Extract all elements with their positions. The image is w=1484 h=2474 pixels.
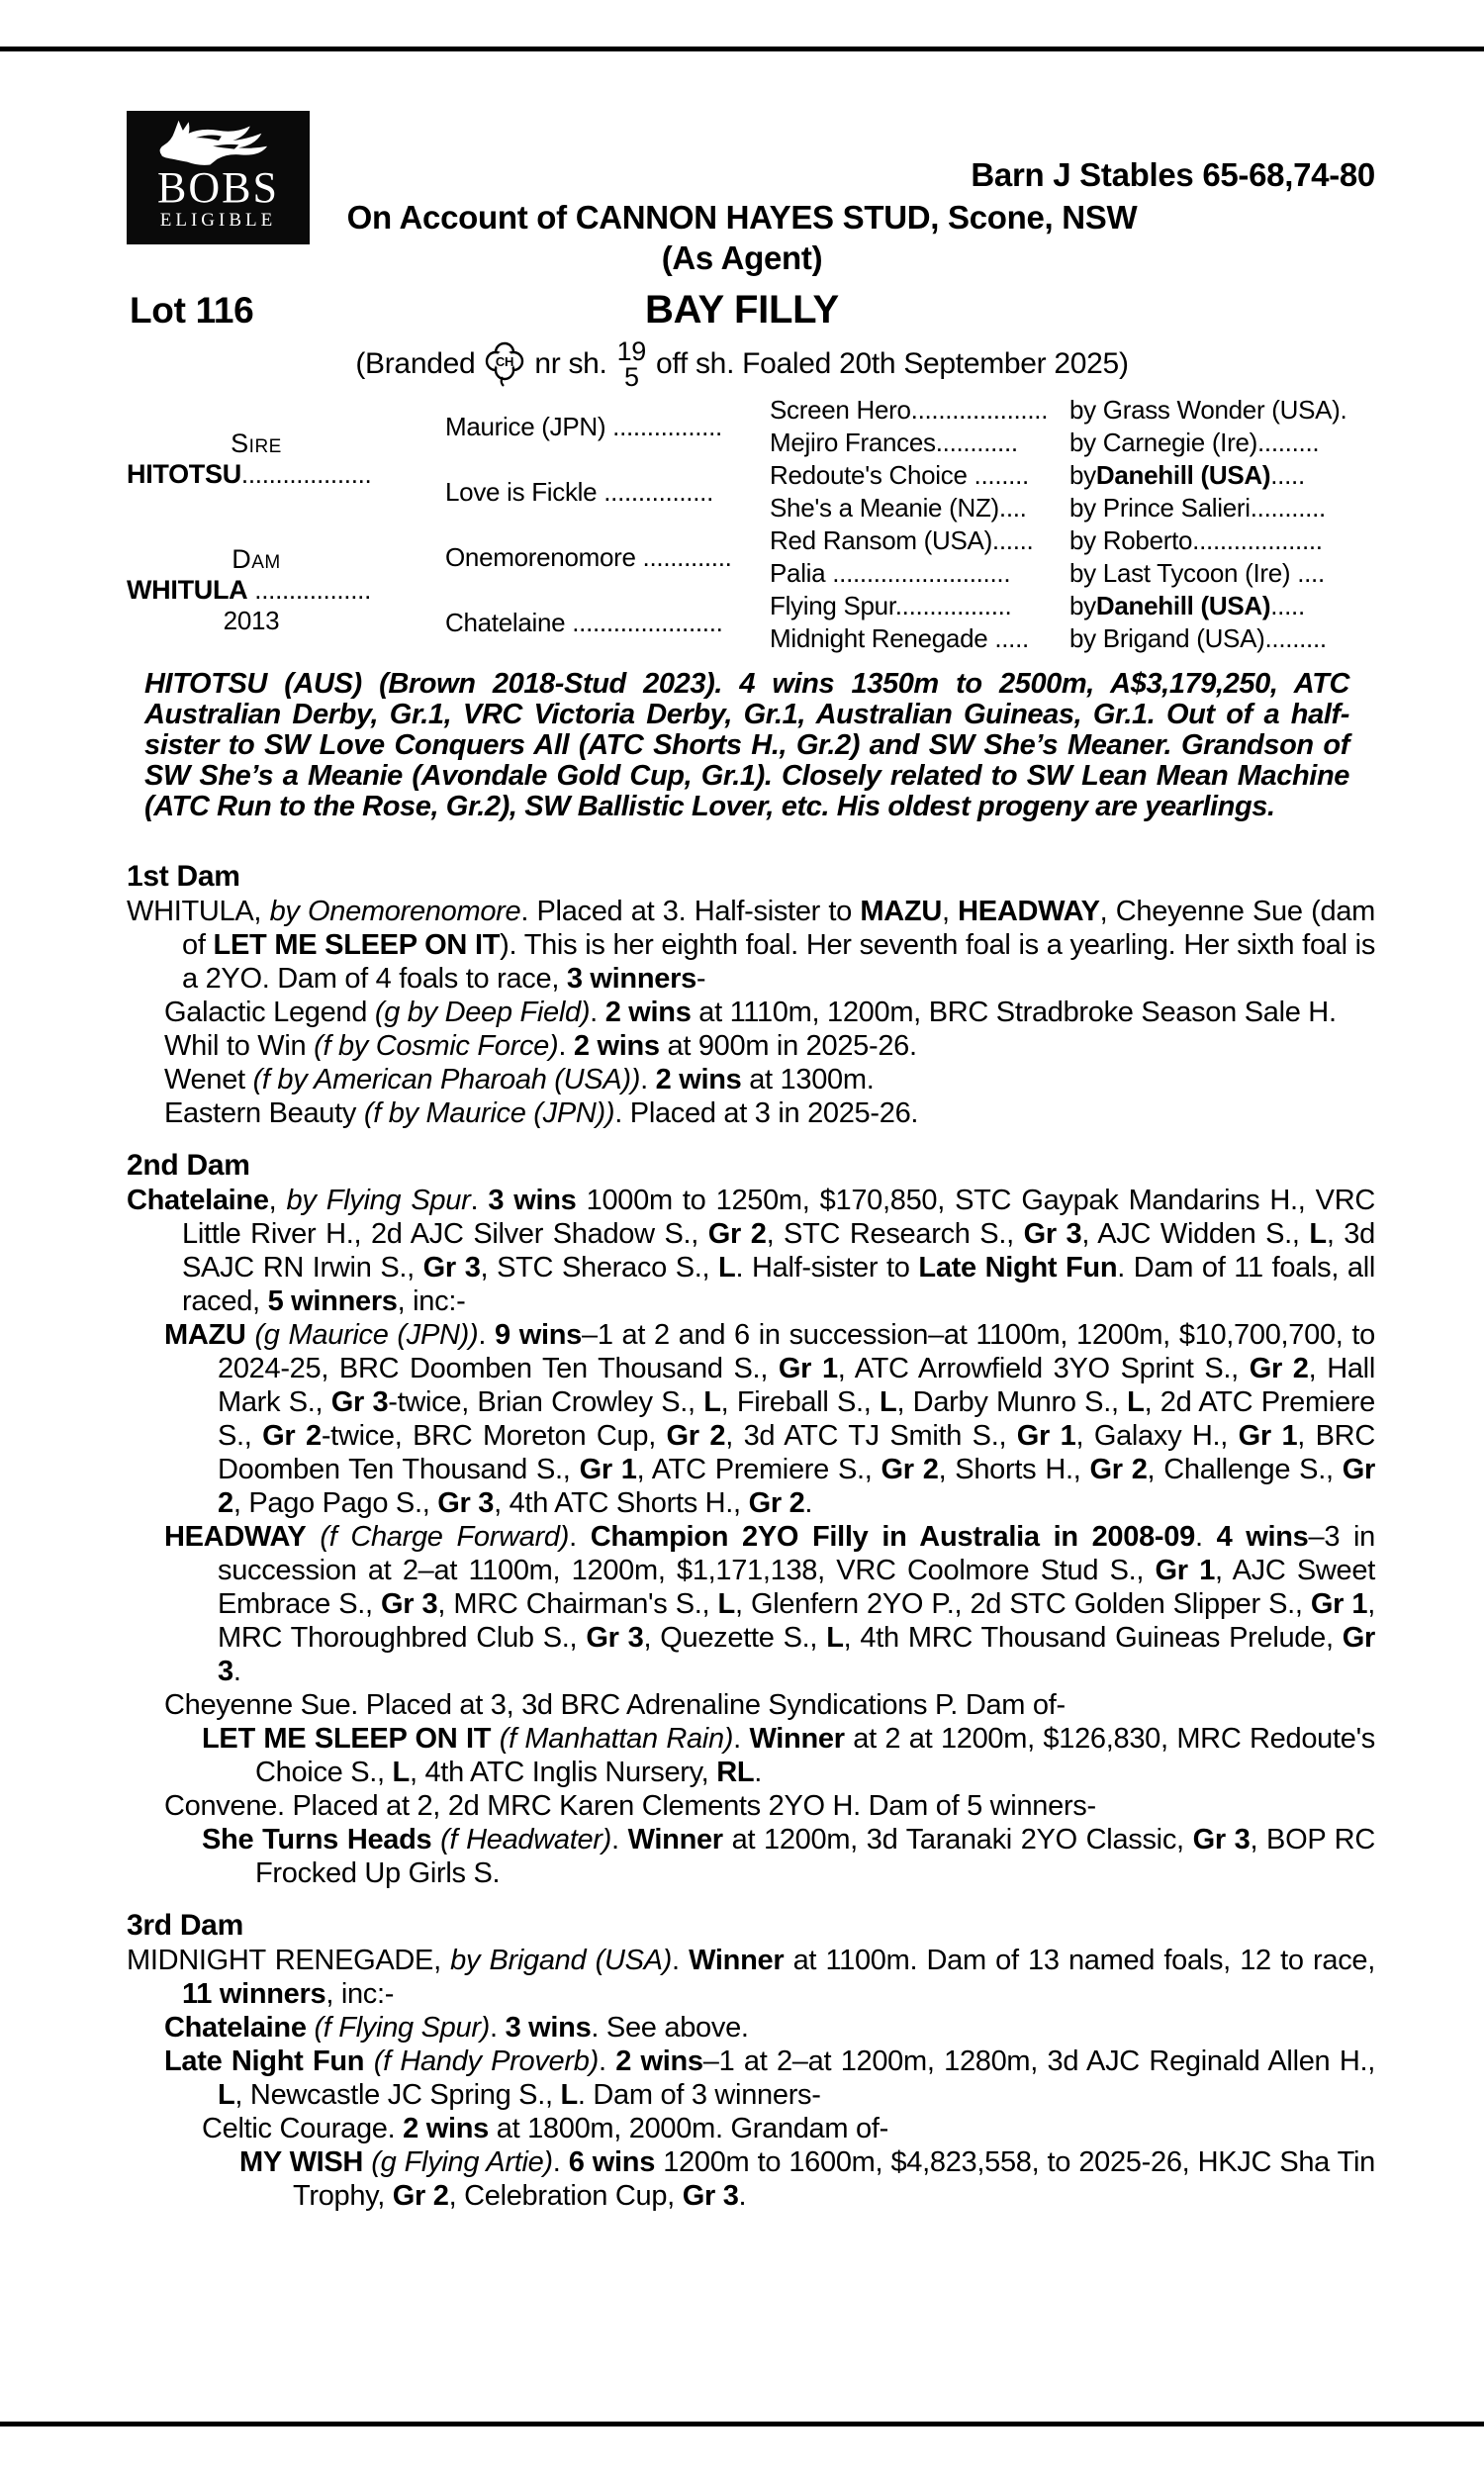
- brand-number-bottom: 5: [623, 362, 639, 392]
- pedigree-ancestor: Midnight Renegade .....: [770, 623, 1029, 653]
- dam-paragraph: Chatelaine, by Flying Spur. 3 wins 1000m to 1250m, $170,850, STC Gaypak Mandarins H., VRC Little River H., 2d AJC Silver Shadow S., Gr 2, STC Research S., Gr 3, AJC Widden S., L, 3d SAJC RN Irwin S., Gr 3, STC Sheraco S., L. Half-sister to Late Night Fun. Dam of 11 foals, all raced, 5 winners, inc:-: [127, 1185, 1376, 1317]
- foal-paragraph: Cheyenne Sue. Placed at 3, 3d BRC Adrenaline Syndications P. Dam of-: [164, 1689, 1066, 1721]
- pedigree-ancestor-sire: by Roberto...................: [1069, 525, 1323, 555]
- dam-label: Dam: [232, 543, 281, 574]
- section-heading-2nd-dam: 2nd Dam: [127, 1149, 250, 1182]
- bobs-eligible-text: ELIGIBLE: [159, 210, 277, 231]
- pedigree-grandsire: Onemorenomore .............: [445, 541, 732, 572]
- section-heading-1st-dam: 1st Dam: [127, 860, 240, 893]
- brand-numbers: [617, 338, 646, 390]
- pedigree-ancestor: Mejiro Frances............: [770, 428, 1018, 457]
- foal-paragraph: Celtic Courage. 2 wins at 1800m, 2000m. Grandam of-: [202, 2113, 888, 2144]
- pedigree-ancestor: She's a Meanie (NZ)....: [770, 493, 1027, 523]
- foal-paragraph: Whil to Win (f by Cosmic Force). 2 wins at 900m in 2025-26.: [164, 1030, 917, 1062]
- bottom-rule: [0, 2422, 1484, 2426]
- sire-name: HITOTSU...................: [127, 459, 372, 489]
- foal-paragraph: Galactic Legend (g by Deep Field). 2 wins at 1110m, 1200m, BRC Stradbroke Season Sale H.: [164, 997, 1337, 1028]
- pedigree-ancestor-sire: by Danehill (USA) .....: [1069, 460, 1305, 490]
- brand-prefix: (Branded: [355, 347, 476, 380]
- foal-paragraph: Chatelaine (f Flying Spur). 3 wins. See above.: [164, 2012, 749, 2044]
- dam-name: WHITULA .................: [127, 574, 372, 605]
- foal-paragraph: Convene. Placed at 2, 2d MRC Karen Clements 2YO H. Dam of 5 winners-: [164, 1790, 1096, 1822]
- brand-number-top: 19: [616, 336, 647, 366]
- pedigree-grandsire: Maurice (JPN) ................: [445, 411, 722, 441]
- foal-paragraph: Eastern Beauty (f by Maurice (JPN)). Placed at 3 in 2025-26.: [164, 1097, 919, 1129]
- pedigree-granddam: Chatelaine ......................: [445, 607, 723, 637]
- vendor-account-line: On Account of CANNON HAYES STUD, Scone, NSW: [346, 199, 1138, 236]
- brand-suffix: off sh. Foaled 20th September 2025): [656, 347, 1129, 380]
- pedigree-ancestor-sire: by Last Tycoon (Ire) ....: [1069, 558, 1325, 588]
- pedigree-ancestor: Redoute's Choice ........: [770, 460, 1029, 490]
- sire-note: HITOTSU (AUS) (Brown 2018-Stud 2023). 4 wins 1350m to 2500m, A$3,179,250, ATC Australian Derby, Gr.1, VRC Victoria Derby, Gr.1, Australian Guineas, Gr.1. Out of a half-sister to SW Love Conquers All (ATC Shorts H., Gr.2) and SW She’s Meaner. Grandson of SW She’s a Meanie (Avondale Gold Cup, Gr.1). Closely related to SW Lean Mean Machine (ATC Run to the Rose, Gr.2), SW Ballistic Lover, etc. His oldest progeny are yearlings.: [144, 668, 1349, 822]
- horse-head-icon: [144, 115, 293, 166]
- agent-line: (As Agent): [661, 239, 823, 276]
- dam-year: 2013: [223, 605, 280, 635]
- section-heading-3rd-dam: 3rd Dam: [127, 1909, 243, 1942]
- foal-paragraph: MAZU (g Maurice (JPN)). 9 wins–1 at 2 and 6 in succession–at 1100m, 1200m, $10,700,700, to 2024-25, BRC Doomben Ten Thousand S., Gr 1, ATC Arrowfield 3YO Sprint S., Gr 2, Hall Mark S., Gr 3-twice, Brian Crowley S., L, Fireball S., L, Darby Munro S., L, 2d ATC Premiere S., Gr 2-twice, BRC Moreton Cup, Gr 2, 3d ATC TJ Smith S., Gr 1, Galaxy H., Gr 1, BRC Doomben Ten Thousand S., Gr 1, ATC Premiere S., Gr 2, Shorts H., Gr 2, Challenge S., Gr 2, Pago Pago S., Gr 3, 4th ATC Shorts H., Gr 2.: [164, 1319, 1376, 1519]
- foal-paragraph: MY WISH (g Flying Artie). 6 wins 1200m to 1600m, $4,823,558, to 2025-26, HKJC Sha Tin Trophy, Gr 2, Celebration Cup, Gr 3.: [239, 2146, 1375, 2212]
- brand-near-side: nr sh.: [534, 347, 607, 380]
- sire-label: Sire: [231, 428, 282, 458]
- pedigree-ancestor: Flying Spur.................: [770, 591, 1012, 620]
- barn-info: Barn J Stables 65-68,74-80: [971, 156, 1375, 193]
- foal-paragraph: She Turns Heads (f Headwater). Winner at 1200m, 3d Taranaki 2YO Classic, Gr 3, BOP RC Frocked Up Girls S.: [202, 1824, 1375, 1889]
- pedigree-table: [127, 394, 1375, 655]
- bobs-logo-text: BOBS: [157, 163, 279, 212]
- brand-letters: CH: [496, 354, 514, 369]
- top-rule: [0, 47, 1484, 51]
- pedigree-ancestor-sire: by Prince Salieri...........: [1069, 493, 1326, 523]
- dam-paragraph: WHITULA, by Onemorenomore. Placed at 3. Half-sister to MAZU, HEADWAY, Cheyenne Sue (dam of LET ME SLEEP ON IT). This is her eighth foal. Her seventh foal is a yearling. Her sixth foal is a 2YO. Dam of 4 foals to race, 3 winners-: [127, 896, 1376, 995]
- dam-paragraph: MIDNIGHT RENEGADE, by Brigand (USA). Winner at 1100m. Dam of 13 named foals, 12 to race, 11 winners, inc:-: [127, 1945, 1376, 2010]
- pedigree-ancestor: Screen Hero....................: [770, 395, 1049, 425]
- foal-paragraph: Late Night Fun (f Handy Proverb). 2 wins–1 at 2–at 1200m, 1280m, 3d AJC Reginald Allen H., L, Newcastle JC Spring S., L. Dam of 3 winners-: [164, 2046, 1376, 2111]
- pedigree-ancestor-sire: by Grass Wonder (USA).: [1069, 395, 1347, 425]
- pedigree-granddam: Love is Fickle ................: [445, 476, 714, 507]
- page-title: BAY FILLY: [645, 288, 839, 332]
- pedigree-ancestor-sire: by Danehill (USA) .....: [1069, 591, 1305, 620]
- pedigree-ancestor: Palia ..........................: [770, 558, 1011, 588]
- clover-brand-icon: [485, 341, 524, 387]
- foal-paragraph: LET ME SLEEP ON IT (f Manhattan Rain). Winner at 2 at 1200m, $126,830, MRC Redoute's Choice S., L, 4th ATC Inglis Nursery, RL.: [202, 1723, 1376, 1788]
- brand-line: [0, 338, 1484, 390]
- pedigree-ancestor: Red Ransom (USA)......: [770, 525, 1034, 555]
- dam-sections: [127, 859, 1375, 2213]
- foal-paragraph: HEADWAY (f Charge Forward). Champion 2YO Filly in Australia in 2008-09. 4 wins–3 in succession at 2–at 1100m, 1200m, $1,171,138, VRC Coolmore Stud S., Gr 1, AJC Sweet Embrace S., Gr 3, MRC Chairman's S., L, Glenfern 2YO P., 2d STC Golden Slipper S., Gr 1, MRC Thoroughbred Club S., Gr 3, Quezette S., L, 4th MRC Thousand Guineas Prelude, Gr 3.: [164, 1521, 1376, 1687]
- pedigree-ancestor-sire: by Carnegie (Ire).........: [1069, 428, 1320, 457]
- pedigree-sire-cell: [127, 394, 445, 524]
- foal-paragraph: Wenet (f by American Pharoah (USA)). 2 wins at 1300m.: [164, 1064, 875, 1095]
- pedigree-dam-cell: [127, 524, 445, 655]
- pedigree-ancestor-sire: by Brigand (USA).........: [1069, 623, 1327, 653]
- lot-number: Lot 116: [130, 290, 254, 331]
